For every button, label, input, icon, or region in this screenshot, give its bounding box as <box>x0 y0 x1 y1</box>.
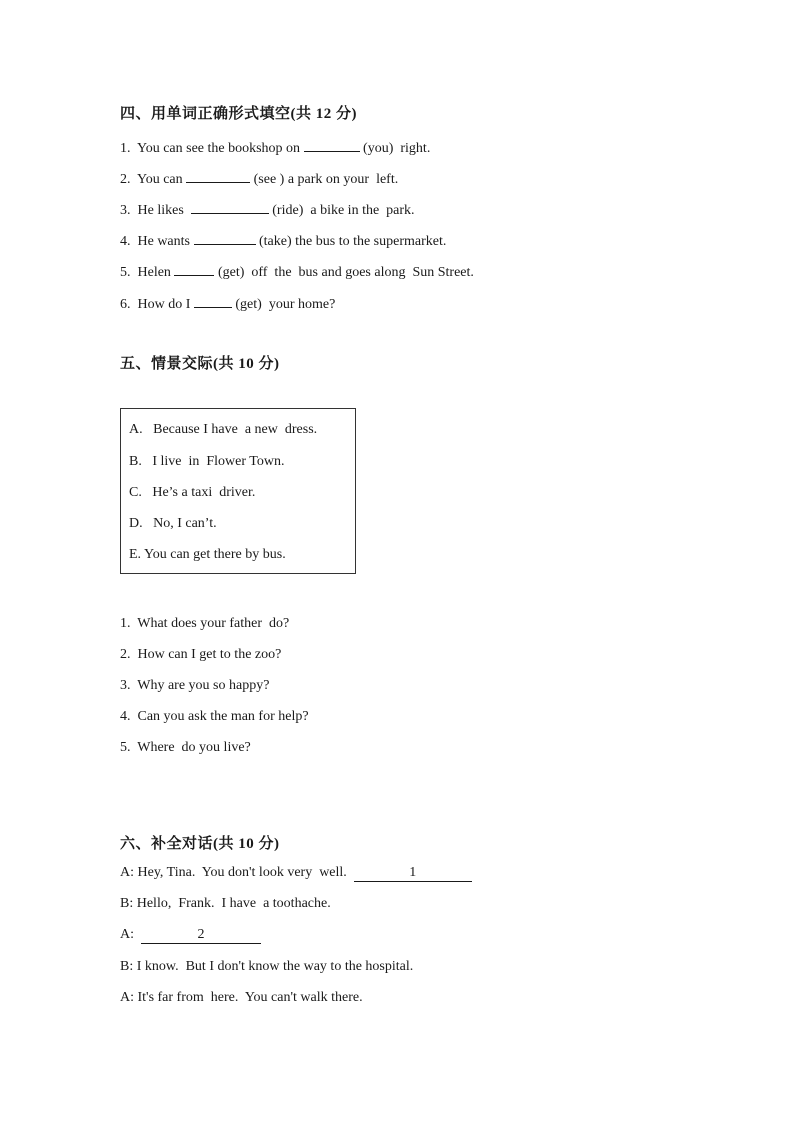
option-c: C. He’s a taxi driver. <box>129 485 256 500</box>
fill-blank-item-4 <box>120 229 446 250</box>
answer-blank-5[interactable] <box>174 260 214 276</box>
dialogue-line-5: A: It's far from here. You can't walk there. <box>120 990 363 1005</box>
item-6-pre: 6. How do I <box>120 297 194 312</box>
dialogue-line-1-text: A: Hey, Tina. You don't look very well. <box>120 865 354 880</box>
fill-blank-item-5 <box>120 260 474 281</box>
answer-blank-4[interactable] <box>194 229 256 245</box>
item-2-post: (see ) a park on your left. <box>250 172 399 187</box>
option-d: D. No, I can’t. <box>129 516 217 531</box>
section-5-heading: 五、情景交际(共 10 分) <box>120 356 280 372</box>
item-1-pre: 1. You can see the bookshop on <box>120 141 304 156</box>
option-e: E. You can get there by bus. <box>129 547 286 562</box>
item-6-post: (get) your home? <box>231 297 336 312</box>
question-1: 1. What does your father do? <box>120 616 290 631</box>
dialogue-line-3-text: A: <box>120 927 141 942</box>
fill-blank-item-2 <box>120 167 398 188</box>
option-a: A. Because I have a new dress. <box>129 422 318 437</box>
answer-blank-2[interactable] <box>186 167 250 183</box>
dialogue-line-4: B: I know. But I don't know the way to the hospital. <box>120 959 414 974</box>
item-3-post: (ride) a bike in the park. <box>268 203 415 218</box>
fill-blank-item-1 <box>120 136 430 157</box>
section-6-heading: 六、补全对话(共 10 分) <box>120 836 280 852</box>
question-5: 5. Where do you live? <box>120 740 251 755</box>
item-5-pre: 5. Helen <box>120 265 175 280</box>
question-2: 2. How can I get to the zoo? <box>120 647 282 662</box>
dialogue-blank-1[interactable]: 1 <box>354 865 472 882</box>
item-2-pre: 2. You can <box>120 172 187 187</box>
dialogue-line-3 <box>120 927 261 944</box>
section-4-heading: 四、用单词正确形式填空(共 12 分) <box>120 106 357 122</box>
answer-blank-3[interactable] <box>191 198 269 214</box>
answer-blank-6[interactable] <box>194 292 232 308</box>
item-4-pre: 4. He wants <box>120 234 194 249</box>
option-b: B. I live in Flower Town. <box>129 454 285 469</box>
fill-blank-item-3 <box>120 198 415 219</box>
item-3-pre: 3. He likes <box>120 203 191 218</box>
question-4: 4. Can you ask the man for help? <box>120 709 309 724</box>
dialogue-blank-2[interactable]: 2 <box>141 927 261 944</box>
item-1-post: (you) right. <box>359 141 431 156</box>
dialogue-line-1 <box>120 865 472 882</box>
item-5-post: (get) off the bus and goes along Sun Street. <box>214 265 474 280</box>
item-4-post: (take) the bus to the supermarket. <box>255 234 447 249</box>
fill-blank-item-6 <box>120 292 335 313</box>
question-3: 3. Why are you so happy? <box>120 678 270 693</box>
options-box <box>120 408 356 574</box>
answer-blank-1[interactable] <box>304 136 360 152</box>
dialogue-line-2: B: Hello, Frank. I have a toothache. <box>120 896 331 911</box>
